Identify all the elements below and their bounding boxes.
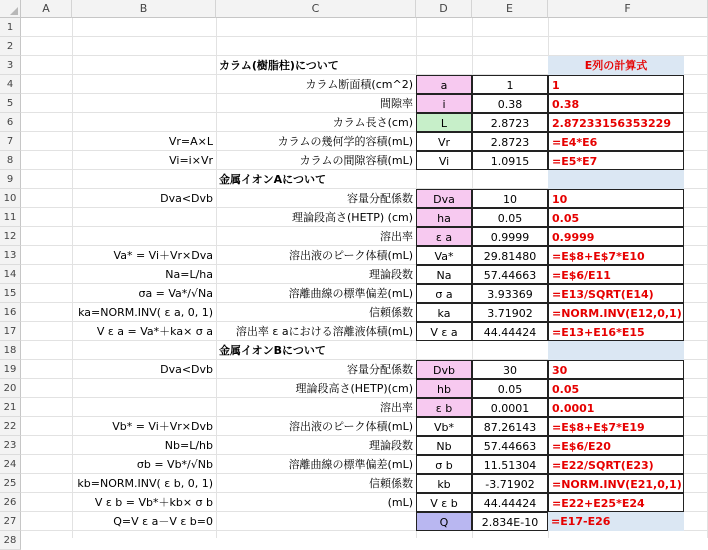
row-header[interactable]: 18 — [0, 341, 21, 360]
row-header[interactable]: 12 — [0, 227, 21, 246]
row-header[interactable]: 24 — [0, 455, 21, 474]
cell-f24[interactable]: =E22/SQRT(E23) — [548, 455, 684, 474]
cell-f20[interactable]: 0.05 — [548, 379, 684, 398]
cell-d26[interactable]: V ε b — [416, 493, 472, 512]
cell-b15[interactable]: σa = Va*/√Na — [138, 287, 213, 300]
cell-d12[interactable]: ε a — [416, 227, 472, 246]
cell-f5[interactable]: 0.38 — [548, 94, 684, 113]
cell-c6[interactable]: カラム長さ(cm) — [332, 116, 413, 129]
column-header-d[interactable]: D — [416, 0, 472, 18]
cell-e6[interactable]: 2.8723 — [472, 113, 548, 132]
gridline — [21, 36, 708, 37]
cell-b28[interactable]: Q=V ε a－V ε b=0 — [113, 515, 213, 528]
row-header[interactable]: 25 — [0, 474, 21, 493]
cell-e25[interactable]: -3.71902 — [472, 474, 548, 493]
cell-e13[interactable]: 29.81480 — [472, 246, 548, 265]
cell-c7[interactable]: カラムの幾何学的容積(mL) — [277, 135, 413, 148]
cell-c24[interactable]: 溶離曲線の標準偏差(mL) — [288, 458, 413, 471]
cell-d16[interactable]: ka — [416, 303, 472, 322]
cell-f7[interactable]: =E4*E6 — [548, 132, 684, 151]
cell-e14[interactable]: 57.44663 — [472, 265, 548, 284]
cell-e17[interactable]: 44.44424 — [472, 322, 548, 341]
cell-e23[interactable]: 57.44663 — [472, 436, 548, 455]
cell-c5[interactable]: 間隙率 — [380, 97, 413, 110]
cell-e20[interactable]: 0.05 — [472, 379, 548, 398]
cell-c17[interactable]: 溶出率 ε aにおける溶離液体積(mL) — [235, 325, 413, 338]
formula-header[interactable]: E列の計算式 — [584, 59, 648, 72]
row-header[interactable]: 28 — [0, 531, 21, 550]
cell-b10[interactable]: Dva<Dvb — [160, 192, 213, 205]
cell-b19[interactable]: Dva<Dvb — [160, 363, 213, 376]
cell-f8[interactable]: =E5*E7 — [548, 151, 684, 170]
cell-f13[interactable]: =E$8+E$7*E10 — [548, 246, 684, 265]
cell-d5[interactable]: i — [416, 94, 472, 113]
cell-f14[interactable]: =E$6/E11 — [548, 265, 684, 284]
cell-c25[interactable]: 信頼係数 — [369, 477, 413, 490]
row-header[interactable]: 27 — [0, 512, 21, 531]
cell-c21[interactable]: 溶出率 — [380, 401, 413, 414]
cell-e8[interactable]: 1.0915 — [472, 151, 548, 170]
row-header[interactable]: 11 — [0, 208, 21, 227]
row-header[interactable]: 3 — [0, 56, 21, 75]
column-header-a[interactable]: A — [21, 0, 72, 18]
cell-d21[interactable]: ε b — [416, 398, 472, 417]
cell-e22[interactable]: 87.26143 — [472, 417, 548, 436]
cell-f6[interactable]: 2.87233156353229 — [548, 113, 684, 132]
cell-e7[interactable]: 2.8723 — [472, 132, 548, 151]
cell-f15[interactable]: =E13/SQRT(E14) — [548, 284, 684, 303]
cell-c8[interactable]: カラムの間隙容積(mL) — [299, 154, 413, 167]
cell-c4[interactable]: カラム断面積(cm^2) — [305, 78, 413, 91]
cell-d10[interactable]: Dva — [416, 189, 472, 208]
cell-c22[interactable]: 溶出液のピーク体積(mL) — [289, 420, 413, 433]
row-header[interactable]: 14 — [0, 265, 21, 284]
cell-e28[interactable]: 2.834E-10 — [472, 512, 548, 531]
cell-b25[interactable]: kb=NORM.INV( ε b, 0, 1) — [77, 477, 213, 490]
row-header[interactable]: 17 — [0, 322, 21, 341]
cell-b16[interactable]: ka=NORM.INV( ε a, 0, 1) — [78, 306, 213, 319]
cell-e11[interactable]: 0.05 — [472, 208, 548, 227]
row-header[interactable]: 1 — [0, 18, 21, 37]
cell-d22[interactable]: Vb* — [416, 417, 472, 436]
cell-f23[interactable]: =E$6/E20 — [548, 436, 684, 455]
cell-c12[interactable]: 溶出率 — [380, 230, 413, 243]
cell-c13[interactable]: 溶出液のピーク体積(mL) — [289, 249, 413, 262]
cell-d7[interactable]: Vr — [416, 132, 472, 151]
cell-b14[interactable]: Na=L/ha — [165, 268, 213, 281]
cell-e19[interactable]: 30 — [472, 360, 548, 379]
cell-e10[interactable]: 10 — [472, 189, 548, 208]
cell-d6[interactable]: L — [416, 113, 472, 132]
row-header[interactable]: 22 — [0, 417, 21, 436]
column-header-c[interactable]: C — [216, 0, 416, 18]
row-header[interactable]: 26 — [0, 493, 21, 512]
cell-d8[interactable]: Vi — [416, 151, 472, 170]
cell-f28[interactable]: =E17-E26 — [551, 515, 611, 528]
cell-c14[interactable]: 理論段数 — [369, 268, 413, 281]
cell-f19[interactable]: 30 — [548, 360, 684, 379]
cell-f17[interactable]: =E13+E16*E15 — [548, 322, 684, 341]
cell-d15[interactable]: σ a — [416, 284, 472, 303]
column-header-b[interactable]: B — [72, 0, 216, 18]
cell-c26[interactable]: (mL) — [387, 496, 413, 509]
column-header-e[interactable]: E — [472, 0, 548, 18]
cell-b23[interactable]: Nb=L/hb — [164, 439, 213, 452]
cell-c15[interactable]: 溶離曲線の標準偏差(mL) — [288, 287, 413, 300]
cell-d20[interactable]: hb — [416, 379, 472, 398]
cell-b17[interactable]: V ε a = Va*＋ka× σ a — [96, 325, 213, 338]
row-header[interactable]: 10 — [0, 189, 21, 208]
cell-d25[interactable]: kb — [416, 474, 472, 493]
cell-b22[interactable]: Vb* = Vi＋Vr×Dvb — [112, 420, 213, 433]
row-header[interactable]: 4 — [0, 75, 21, 94]
cell-e26[interactable]: 44.44424 — [472, 493, 548, 512]
cell-f26[interactable]: =E22+E25*E24 — [548, 493, 684, 512]
cell-c16[interactable]: 信頼係数 — [369, 306, 413, 319]
row-header[interactable]: 9 — [0, 170, 21, 189]
cell-f10[interactable]: 10 — [548, 189, 684, 208]
cell-d24[interactable]: σ b — [416, 455, 472, 474]
cell-d19[interactable]: Dvb — [416, 360, 472, 379]
cell-f25[interactable]: =NORM.INV(E21,0,1) — [548, 474, 684, 493]
cell-b7[interactable]: Vr=A×L — [168, 135, 213, 148]
row-header[interactable]: 15 — [0, 284, 21, 303]
cell-e4[interactable]: 1 — [472, 75, 548, 94]
row-header[interactable]: 6 — [0, 113, 21, 132]
cell-e5[interactable]: 0.38 — [472, 94, 548, 113]
cell-d14[interactable]: Na — [416, 265, 472, 284]
cell-c19[interactable]: 容量分配係数 — [347, 363, 413, 376]
cell-f16[interactable]: =NORM.INV(E12,0,1) — [548, 303, 684, 322]
cell-c11[interactable]: 理論段高さ(HETP) (cm) — [292, 211, 413, 224]
cell-e24[interactable]: 11.51304 — [472, 455, 548, 474]
cell-f21[interactable]: 0.0001 — [548, 398, 684, 417]
section-title-ion-b[interactable]: 金属イオンBについて — [219, 344, 326, 357]
row-header[interactable]: 8 — [0, 151, 21, 170]
row-header[interactable]: 5 — [0, 94, 21, 113]
cell-e12[interactable]: 0.9999 — [472, 227, 548, 246]
cell-f4[interactable]: 1 — [548, 75, 684, 94]
row-header[interactable]: 16 — [0, 303, 21, 322]
cell-c23[interactable]: 理論段数 — [369, 439, 413, 452]
row-header[interactable]: 21 — [0, 398, 21, 417]
cell-c20[interactable]: 理論段高さ(HETP)(cm) — [295, 382, 413, 395]
cell-c10[interactable]: 容量分配係数 — [347, 192, 413, 205]
cell-f12[interactable]: 0.9999 — [548, 227, 684, 246]
cell-d23[interactable]: Nb — [416, 436, 472, 455]
cell-f11[interactable]: 0.05 — [548, 208, 684, 227]
row-header[interactable]: 13 — [0, 246, 21, 265]
row-header[interactable]: 20 — [0, 379, 21, 398]
cell-d4[interactable]: a — [416, 75, 472, 94]
row-header[interactable]: 23 — [0, 436, 21, 455]
section-title-ion-a[interactable]: 金属イオンAについて — [219, 173, 326, 186]
select-all-triangle-icon — [10, 7, 18, 15]
select-all-corner[interactable] — [0, 0, 21, 18]
cell-b24[interactable]: σb = Vb*/√Nb — [136, 458, 213, 471]
cell-d17[interactable]: V ε a — [416, 322, 472, 341]
cell-b13[interactable]: Va* = Vi＋Vr×Dva — [113, 249, 213, 262]
row-header[interactable]: 19 — [0, 360, 21, 379]
cell-b8[interactable]: Vi=i×Vr — [169, 154, 213, 167]
cell-f22[interactable]: =E$8+E$7*E19 — [548, 417, 684, 436]
cell-d28[interactable]: Q — [416, 512, 472, 531]
cell-e16[interactable]: 3.71902 — [472, 303, 548, 322]
cell-b26[interactable]: V ε b = Vb*＋kb× σ b — [94, 496, 213, 509]
cell-d11[interactable]: ha — [416, 208, 472, 227]
row-header[interactable]: 2 — [0, 37, 21, 56]
column-header-f[interactable]: F — [548, 0, 708, 18]
cell-e21[interactable]: 0.0001 — [472, 398, 548, 417]
cell-d13[interactable]: Va* — [416, 246, 472, 265]
cell-e15[interactable]: 3.93369 — [472, 284, 548, 303]
row-header[interactable]: 7 — [0, 132, 21, 151]
section-title-column[interactable]: カラム(樹脂柱)について — [219, 59, 339, 72]
